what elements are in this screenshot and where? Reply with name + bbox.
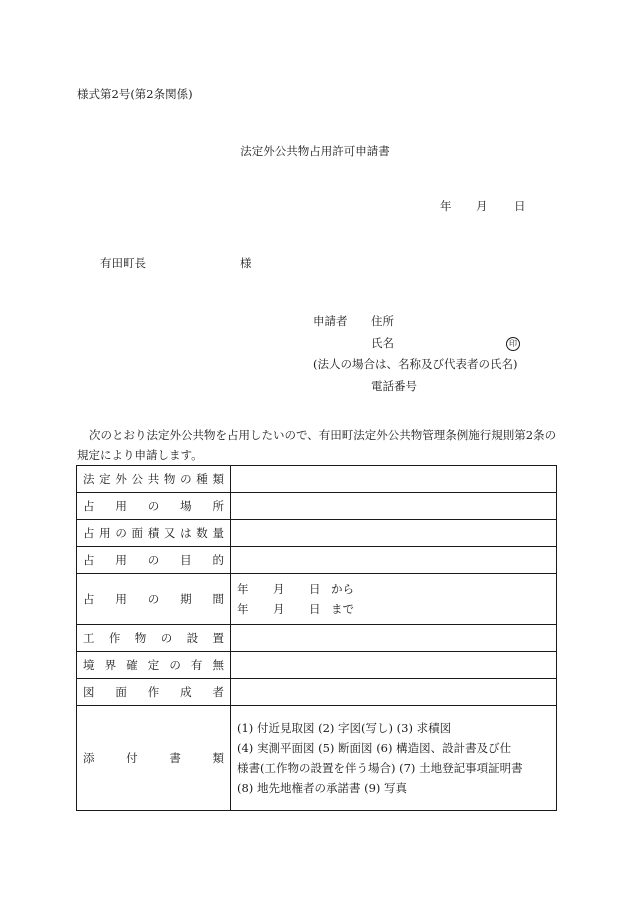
addressee-honorific: 様 [240, 256, 252, 270]
applicant-block [313, 311, 520, 397]
intro-paragraph [77, 425, 559, 465]
date-line [440, 198, 526, 214]
addressee-name: 有田町長 [100, 256, 146, 270]
field-drawer[interactable] [231, 679, 557, 706]
row-label-period: 占用の期間 [77, 574, 231, 625]
date-month: 月 [476, 199, 488, 213]
row-label-drawer: 図面作成者 [77, 679, 231, 706]
application-table [76, 465, 557, 811]
field-boundary[interactable] [231, 652, 557, 679]
intro-text: 次のとおり法定外公共物を占用したいので、有田町法定外公共物管理条例施行規則第2条の規定により申請します。 [77, 428, 557, 462]
name-label: 氏名 [371, 335, 394, 350]
table-row [77, 547, 557, 574]
attachment-line: (1) 付近見取図 (2) 字図(写し) (3) 求積図 [237, 721, 452, 735]
applicant-label: 申請者 [313, 314, 348, 328]
attachment-line: (8) 地先地権者の承諾書 (9) 写真 [237, 781, 408, 795]
row-label-type: 法定外公共物の種類 [77, 466, 231, 493]
row-label-place: 占用の場所 [77, 493, 231, 520]
field-type[interactable] [231, 466, 557, 493]
table-row [77, 625, 557, 652]
seal-mark: 印 [506, 337, 520, 351]
attachment-line: 様書(工作物の設置を伴う場合) (7) 土地登記事項証明書 [237, 761, 523, 775]
attachment-line: (4) 実測平面図 (5) 断面図 (6) 構造図、設計書及び仕 [237, 741, 512, 755]
date-year: 年 [440, 199, 452, 213]
table-row [77, 493, 557, 520]
row-label-boundary: 境界確定の有無 [77, 652, 231, 679]
table-row [77, 679, 557, 706]
table-row [77, 652, 557, 679]
form-number: 様式第2号(第2条関係) [77, 87, 193, 101]
field-structure[interactable] [231, 625, 557, 652]
phone-label: 電話番号 [371, 378, 417, 393]
address-label: 住所 [371, 314, 394, 328]
table-row [77, 520, 557, 547]
table-row [77, 466, 557, 493]
table-row [77, 706, 557, 811]
attachments-list [231, 706, 557, 811]
corporate-note: (法人の場合は、名称及び代表者の氏名) [313, 357, 518, 371]
field-place[interactable] [231, 493, 557, 520]
table-row [77, 574, 557, 625]
row-label-area: 占用の面積又は数量 [77, 520, 231, 547]
field-period[interactable]: 年 月 日 から 年 月 日 まで [231, 574, 557, 625]
document-title: 法定外公共物占用許可申請書 [240, 144, 390, 158]
row-label-attachments: 添付書類 [77, 706, 231, 811]
addressee [100, 255, 252, 271]
row-label-structure: 工作物の設置 [77, 625, 231, 652]
field-area[interactable] [231, 520, 557, 547]
date-day: 日 [514, 199, 526, 213]
row-label-purpose: 占用の目的 [77, 547, 231, 574]
field-purpose[interactable] [231, 547, 557, 574]
